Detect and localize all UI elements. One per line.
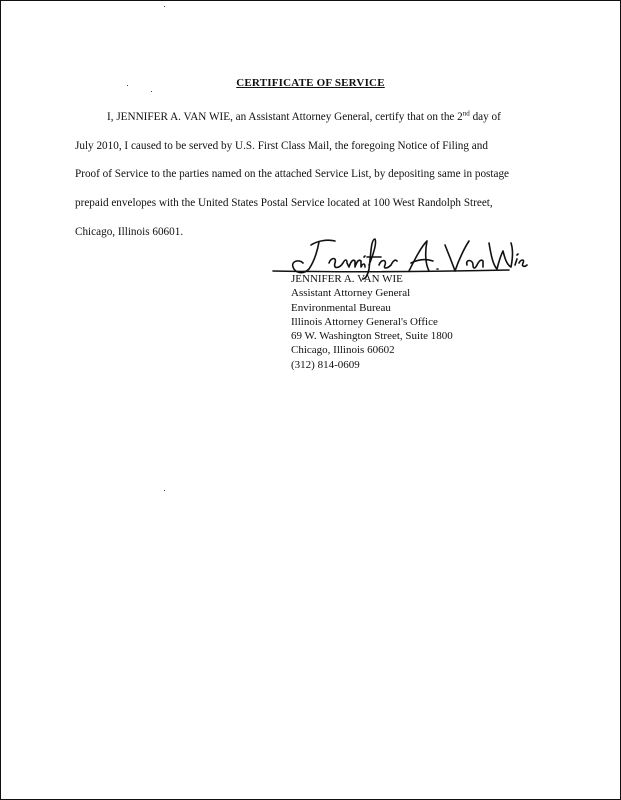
certification-paragraph: [75, 103, 555, 247]
scan-speck: [164, 490, 165, 491]
paragraph-line-1: [75, 103, 555, 132]
line1-end: day of: [469, 111, 501, 123]
signer-bureau: Environmental Bureau: [291, 301, 391, 314]
certificate-title: CERTIFICATE OF SERVICE: [236, 77, 385, 89]
scan-speck: [164, 6, 165, 7]
signer-phone: (312) 814-0609: [291, 358, 360, 371]
signer-office: Illinois Attorney General's Office: [291, 315, 438, 328]
line1-text: I, JENNIFER A. VAN WIE, an Assistant Attorney General, certify that on the 2: [107, 111, 463, 123]
signature-block: [291, 272, 453, 372]
paragraph-line-3: Proof of Service to the parties named on the attached Service List, by depositing same in postage: [75, 168, 510, 181]
signer-name: JENNIFER A. VAN WIE: [291, 273, 403, 285]
signer-city: Chicago, Illinois 60602: [291, 344, 395, 357]
scan-speck: [151, 91, 152, 92]
signer-street: 69 W. Washington Street, Suite 1800: [291, 330, 453, 343]
paragraph-line-4: prepaid envelopes with the United States Postal Service located at 100 West Randolph Street,: [75, 197, 493, 210]
signer-title: Assistant Attorney General: [291, 287, 411, 300]
paragraph-line-5: Chicago, Illinois 60601.: [75, 225, 184, 238]
ordinal-suffix: nd: [462, 109, 470, 118]
paragraph-line-2: July 2010, I caused to be served by U.S. First Class Mail, the foregoing Notice of Filing and: [75, 139, 488, 152]
